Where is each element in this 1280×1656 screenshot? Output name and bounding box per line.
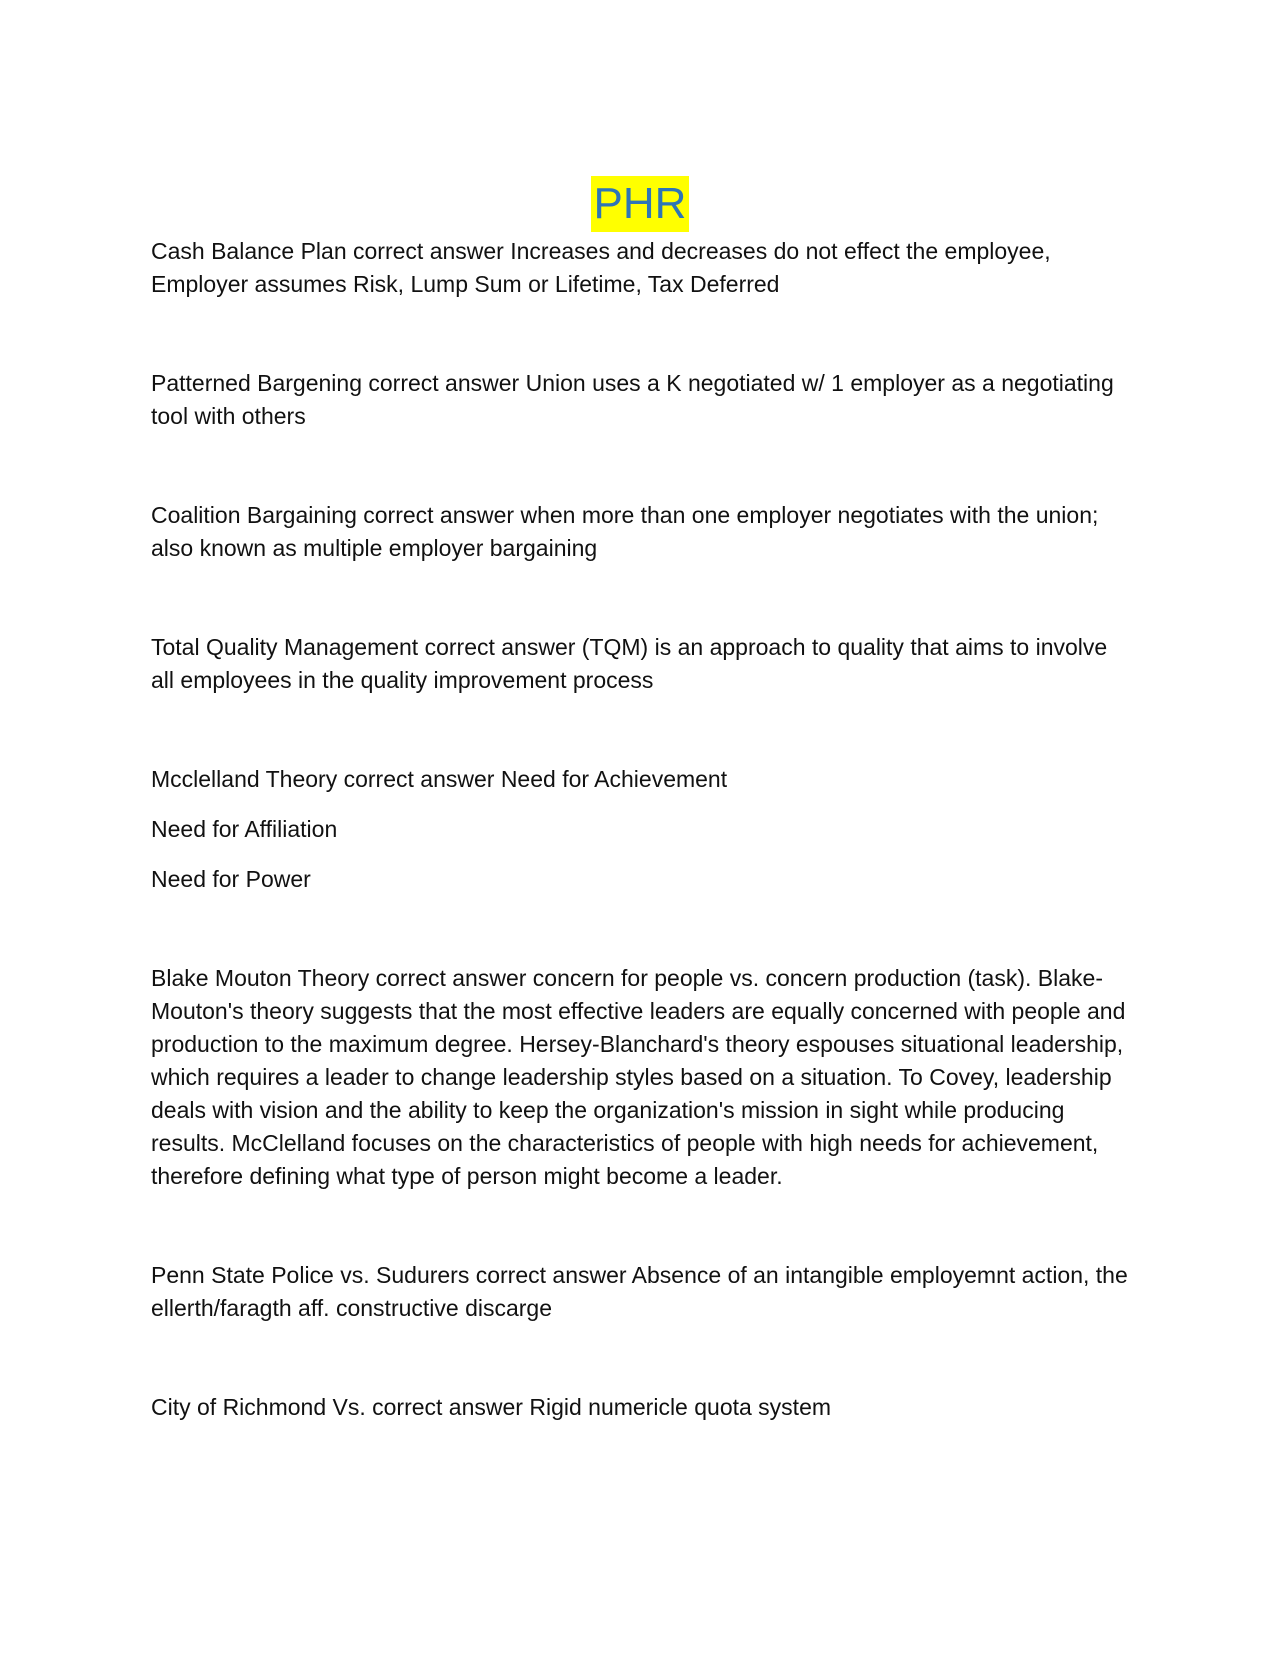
entry-blake-mouton-theory	[151, 962, 1131, 1193]
entry-text: Coalition Bargaining correct answer when more than one employer negotiates with the union; also known as multiple employer bargaining	[151, 502, 1099, 561]
entry-text: Need for Power	[151, 866, 311, 892]
entry-city-of-richmond	[151, 1391, 1131, 1424]
entry-text: Need for Affiliation	[151, 816, 338, 842]
entry-text: Patterned Bargening correct answer Union uses a K negotiated w/ 1 employer as a negotiating tool with others	[151, 370, 1114, 429]
entry-cash-balance-plan	[151, 235, 1131, 301]
entry-coalition-bargaining	[151, 499, 1131, 565]
title-container	[0, 176, 1280, 232]
entry-text: Mcclelland Theory correct answer Need for Achievement	[151, 766, 728, 792]
entry-patterned-bargaining	[151, 367, 1131, 433]
entry-text: City of Richmond Vs. correct answer Rigid numericle quota system	[151, 1394, 832, 1420]
entry-text: Blake Mouton Theory correct answer concern for people vs. concern production (task). Blake-Mouton's theory suggests that the most effective leaders are equally concerned with people and production to the maximum degree. Hersey-Blanchard's theory espouses situational leadership, which requires a leader to change leadership styles based on a situation. To Covey, leadership deals with vision and the ability to keep the organization's mission in sight while producing results. McClelland focuses on the characteristics of people with high needs for achievement, therefore defining what type of person might become a leader.	[151, 965, 1126, 1189]
entry-mcclelland-theory	[151, 763, 1131, 896]
document-title: PHR	[591, 176, 690, 232]
entry-text: Total Quality Management correct answer (TQM) is an approach to quality that aims to involve all employees in the quality improvement process	[151, 634, 1108, 693]
entry-text: Penn State Police vs. Sudurers correct answer Absence of an intangible employemnt action, the ellerth/faragth aff. constructive discarge	[151, 1262, 1128, 1321]
entry-text: Cash Balance Plan correct answer Increases and decreases do not effect the employee, Employer assumes Risk, Lump Sum or Lifetime, Tax Deferred	[151, 238, 1051, 297]
entry-total-quality-management	[151, 631, 1131, 697]
entry-penn-state-police	[151, 1259, 1131, 1325]
document-body	[151, 235, 1131, 1490]
